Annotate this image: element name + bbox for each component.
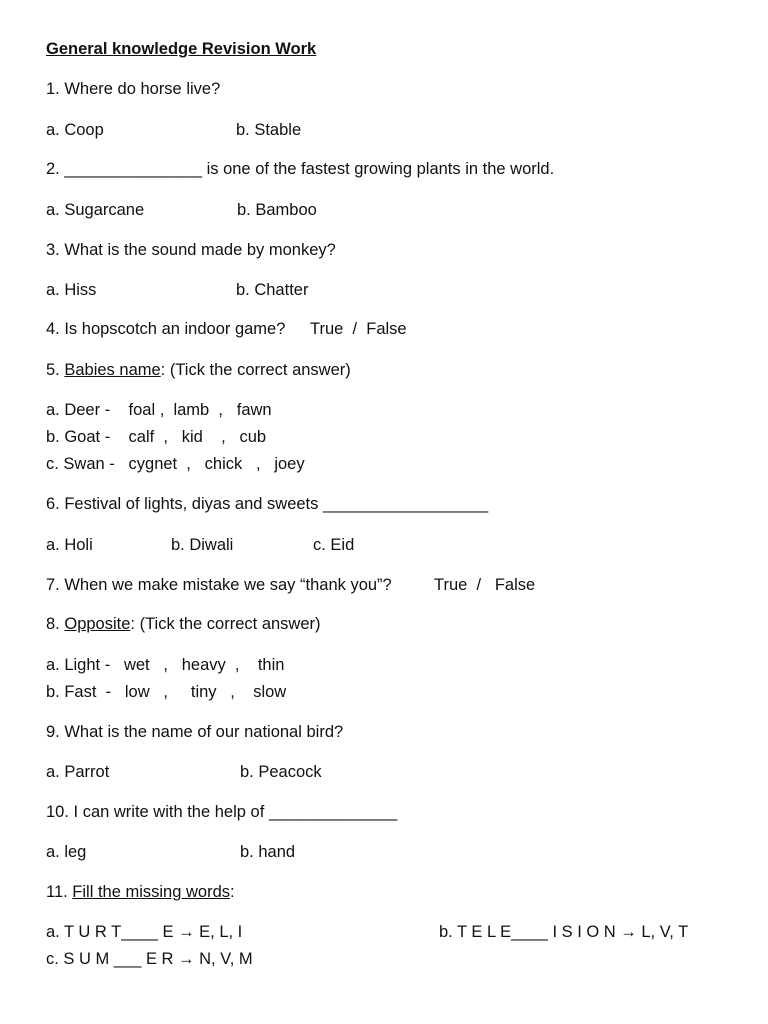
question-11 (46, 882, 235, 902)
q11-item-b: b. T E L E____ I S I O N → L, V, T (439, 923, 689, 941)
q5-instruction: : (Tick the correct answer) (160, 361, 351, 379)
q8-heading: Opposite (64, 615, 131, 633)
q8-row-b: b. Fast - low , tiny , slow (46, 683, 287, 701)
q6-option-c: c. Eid (313, 536, 355, 554)
q10-option-a: a. leg (46, 843, 87, 861)
q3-option-a: a. Hiss (46, 281, 97, 299)
question-1: 1. Where do horse live? (46, 80, 221, 98)
q11-number: 11. (46, 883, 73, 901)
question-2: 2. _______________ is one of the fastest growing plants in the world. (46, 160, 555, 178)
q11-heading: Fill the missing words (72, 883, 231, 901)
q3-option-b: b. Chatter (236, 281, 309, 299)
question-8 (46, 614, 321, 634)
question-5 (46, 360, 351, 380)
question-7: 7. When we make mistake we say “thank you”? (46, 576, 392, 594)
q11-item-a: a. T U R T____ E → E, L, I (46, 923, 243, 941)
question-9: 9. What is the name of our national bird? (46, 723, 344, 741)
q9-option-b: b. Peacock (240, 763, 322, 781)
q5-row-b: b. Goat - calf , kid , cub (46, 428, 267, 446)
q4-true-false: True / False (310, 320, 407, 338)
q2-option-b: b. Bamboo (237, 201, 317, 219)
question-6: 6. Festival of lights, diyas and sweets __________________ (46, 495, 489, 513)
question-3: 3. What is the sound made by monkey? (46, 241, 336, 259)
q11-colon: : (230, 883, 235, 901)
q2-option-a: a. Sugarcane (46, 201, 145, 219)
q5-heading: Babies name (64, 361, 161, 379)
q8-row-a: a. Light - wet , heavy , thin (46, 656, 285, 674)
question-10: 10. I can write with the help of ______________ (46, 803, 398, 821)
q10-option-b: b. hand (240, 843, 296, 861)
q8-number: 8. (46, 615, 65, 633)
page-title: General knowledge Revision Work (46, 40, 317, 58)
q1-option-b: b. Stable (236, 121, 302, 139)
q8-instruction: : (Tick the correct answer) (130, 615, 321, 633)
q6-option-a: a. Holi (46, 536, 93, 554)
question-4: 4. Is hopscotch an indoor game? (46, 320, 286, 338)
q6-option-b: b. Diwali (171, 536, 234, 554)
q7-true-false: True / False (434, 576, 536, 594)
q5-number: 5. (46, 361, 65, 379)
q11-item-c: c. S U M ___ E R → N, V, M (46, 950, 253, 968)
q5-row-a: a. Deer - foal , lamb , fawn (46, 401, 272, 419)
q5-row-c: c. Swan - cygnet , chick , joey (46, 455, 305, 473)
q9-option-a: a. Parrot (46, 763, 110, 781)
q1-option-a: a. Coop (46, 121, 104, 139)
